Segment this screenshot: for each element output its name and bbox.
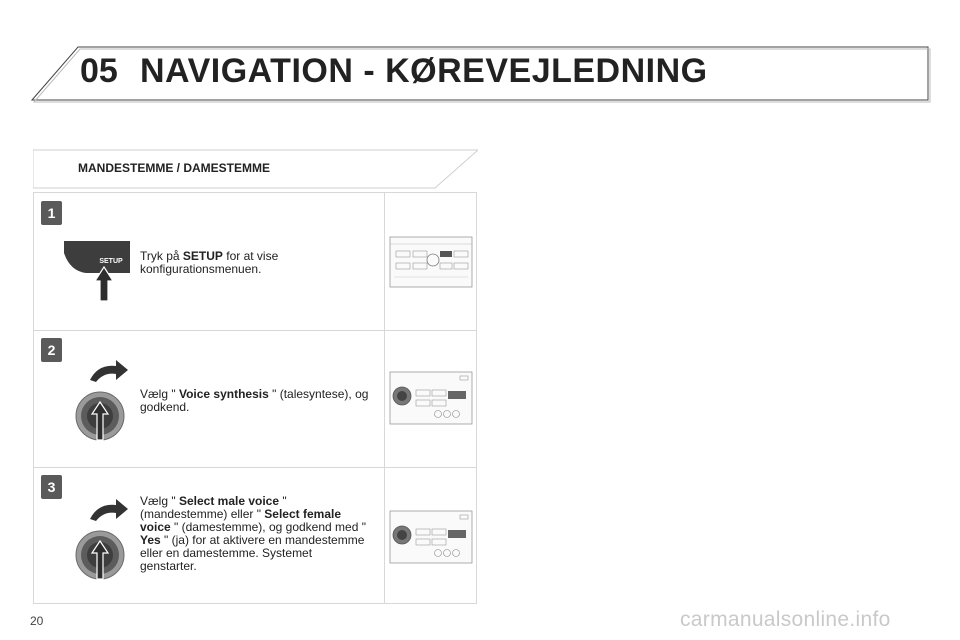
step-1 xyxy=(34,193,476,331)
setup-button-label: SETUP xyxy=(99,258,123,265)
radio-panel-image xyxy=(388,233,474,291)
step-number: 3 xyxy=(47,479,56,495)
step-number: 2 xyxy=(47,342,56,358)
chapter-header xyxy=(0,0,960,110)
rotary-knob-icon xyxy=(72,497,134,583)
step-3 xyxy=(34,467,476,604)
step-2 xyxy=(34,330,476,468)
step-number-badge xyxy=(41,475,62,499)
rotate-arrow-icon xyxy=(90,360,128,382)
steps-table xyxy=(33,192,477,604)
page-number: 20 xyxy=(30,614,44,628)
step-number-badge xyxy=(41,338,62,362)
section-title: MANDESTEMME / DAMESTEMME xyxy=(78,161,270,175)
radio-panel-image xyxy=(388,509,474,565)
step-number-badge xyxy=(41,201,62,225)
step-1-instruction: Tryk på SETUP for at vise konfigurationsmenuen. xyxy=(140,249,279,276)
watermark: carmanualsonline.info xyxy=(680,608,891,631)
rotate-arrow-icon xyxy=(90,499,128,521)
step-3-instruction: Vælg " Select male voice " (mandestemme) eller " Select female voice " (damestemme), og godkend med " Yes " (ja) for at aktivere en mandestemme eller en damestemme. Systemet genstarter. xyxy=(140,494,366,573)
chapter-title: NAVIGATION - KØREVEJLEDNING xyxy=(140,52,708,90)
step-2-instruction: Vælg " Voice synthesis " (talesyntese), og godkend. xyxy=(140,387,369,414)
setup-button-icon xyxy=(64,241,134,303)
radio-panel-image xyxy=(388,370,474,426)
chapter-number: 05 xyxy=(80,52,118,90)
step-number: 1 xyxy=(47,205,56,221)
rotary-knob-icon xyxy=(72,358,134,444)
